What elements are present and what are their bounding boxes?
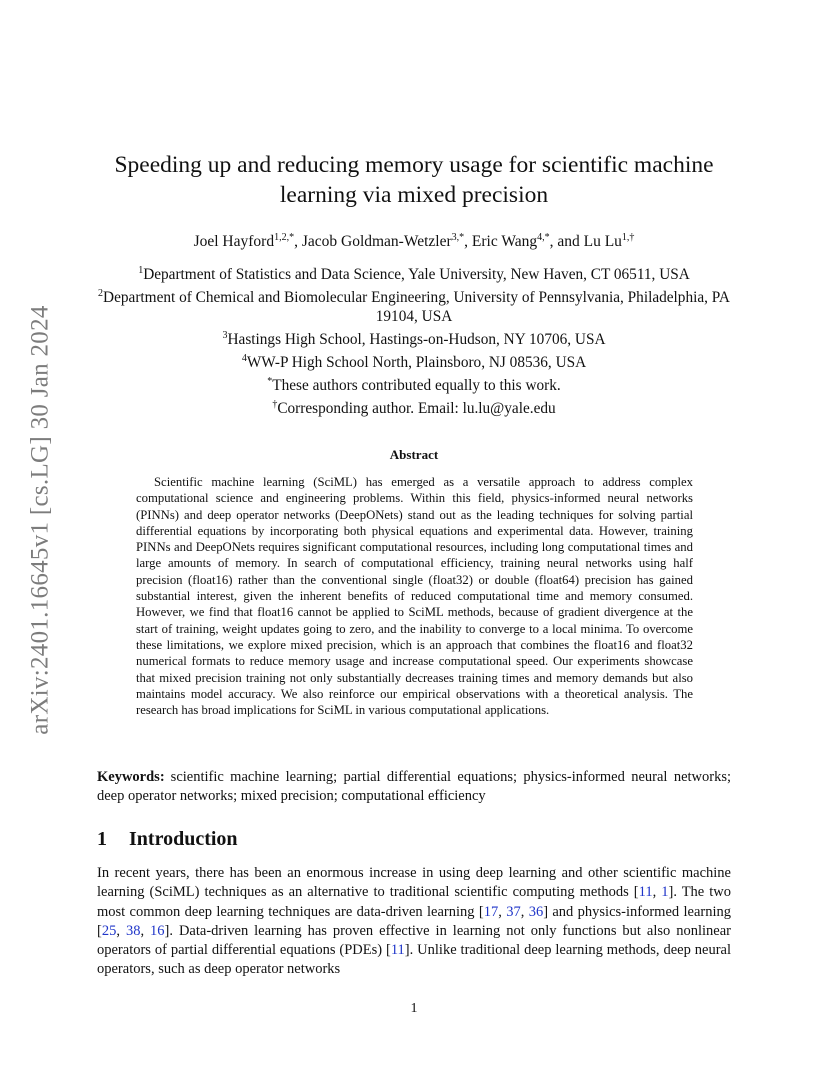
author-separator: , (294, 233, 302, 251)
affiliation-text: Hastings High School, Hastings-on-Hudson, NY 10706, USA (227, 331, 606, 349)
section-title: Introduction (129, 828, 238, 850)
author-affiliation-marks: 1,† (621, 232, 635, 243)
keywords-text: scientific machine learning; partial differential equations; physics-informed neural networks; deep operator networks; mixed precision; computational efficiency (97, 769, 731, 804)
intro-text: ] and physics-informed learning [ (97, 903, 731, 939)
affiliation-text: Corresponding author. Email: lu.lu@yale.edu (277, 400, 556, 418)
intro-text: , (520, 903, 529, 920)
author-affiliation-marks: 3,* (451, 232, 465, 243)
author-name: Joel Hayford (193, 233, 275, 251)
intro-text: ]. Data-driven learning has proven effective in learning not only functions but also nonlinear operators of partial differential equations (PDEs) [ (97, 922, 732, 959)
author-name: Lu Lu (583, 233, 622, 251)
affiliation-text: Department of Statistics and Data Science, Yale University, New Haven, CT 06511, USA (143, 266, 690, 284)
arxiv-identifier-stamp (14, 250, 68, 790)
author-name: Eric Wang (471, 233, 538, 251)
affiliation-mark: 3 (222, 330, 228, 342)
affiliation-mark: † (272, 399, 278, 411)
author-separator: , (464, 233, 472, 251)
affiliation-list (96, 261, 732, 419)
affiliation (96, 261, 732, 284)
introduction-paragraph (97, 864, 731, 980)
affiliation-mark: 2 (98, 288, 104, 300)
page-number: 1 (410, 1001, 418, 1016)
citation-link[interactable]: 36 (528, 903, 544, 920)
intro-text: ]. The two most common deep learning techniques are data-driven learning [ (97, 884, 732, 920)
citation-link[interactable]: 16 (150, 922, 165, 939)
affiliation-text: Department of Chemical and Biomolecular Engineering, University of Pennsylvania, Philadelphia, PA 19104, USA (103, 289, 730, 326)
intro-text: , (140, 922, 151, 939)
intro-text: ]. Unlike traditional deep learning methods, deep neural operators, such as deep operator networks (97, 942, 731, 978)
section-number: 1 (97, 828, 107, 850)
author-separator: , and (549, 233, 584, 251)
paper-title: Speeding up and reducing memory usage for scientific machine learning via mixed precision (114, 152, 714, 208)
affiliation (96, 395, 732, 418)
affiliation-mark: 4 (241, 353, 247, 365)
intro-text: , (652, 884, 662, 901)
intro-text: In recent years, there has been an enormous increase in using deep learning and other scientific machine learning (SciML) techniques as an alternative to traditional scientific computing methods [ (97, 865, 731, 901)
arxiv-identifier[interactable]: arXiv:2401.16645v1 [cs.LG] 30 Jan 2024 (27, 305, 54, 735)
keywords-label: Keywords: (97, 769, 165, 785)
citation-link[interactable]: 25 (101, 922, 117, 939)
author-name: Jacob Goldman-Wetzler (301, 233, 452, 251)
author-affiliation-marks: 4,* (537, 232, 550, 243)
abstract-text: Scientific machine learning (SciML) has emerged as a versatile approach to address complex computational science and engineering problems. Within this field, physics-informed neural networks (PINNs) and deep operator networks (DeepONets) stand out as the leading techniques for solving partial differential equations by incorporating both physical equations and experimental data. However, training PINNs and DeepONets requires significant computational resources, including long computational times and large amounts of memory. In search of computational efficiency, training neural networks using half precision (float16) rather than the conventional single (float32) or double (float64) precision has gained substantial interest, given the inherent benefits of reduced computational time and memory consumed. However, we find that float16 cannot be applied to SciML methods, because of gradient divergence at the start of training, weight updates going to zero, and the inability to converge to a local minima. To overcome these limitations, we explore mixed precision, which is an approach that combines the float16 and float32 numerical formats to reduce memory usage and increase computational speed. Our experiments showcase that mixed precision training not only substantially decreases training times and memory demands but also maintains model accuracy. We also reinforce our empirical observations with a theoretical analysis. The research has broad implications for SciML in various computational applications. (136, 475, 693, 718)
affiliation-mark: 1 (138, 265, 144, 276)
abstract-heading: Abstract (389, 447, 439, 462)
citation-link[interactable]: 37 (506, 903, 521, 920)
affiliation (96, 326, 732, 349)
citation-link[interactable]: 1 (661, 884, 669, 901)
affiliation-text: WW-P High School North, Plainsboro, NJ 08536, USA (246, 354, 587, 372)
citation-link[interactable]: 38 (125, 922, 141, 939)
intro-text: , (116, 922, 126, 939)
section-heading (97, 828, 238, 851)
author-affiliation-marks: 1,2,* (274, 232, 295, 243)
affiliation (96, 284, 732, 326)
affiliation (96, 372, 732, 395)
intro-text: , (498, 903, 507, 920)
affiliation-mark: * (267, 376, 273, 388)
affiliation (96, 349, 732, 372)
citation-link[interactable]: 11 (638, 884, 653, 901)
author-list (96, 228, 732, 252)
affiliation-text: These authors contributed equally to this work. (272, 377, 561, 395)
citation-link[interactable]: 17 (483, 903, 499, 920)
keywords (97, 768, 731, 806)
citation-link[interactable]: 11 (390, 942, 405, 959)
